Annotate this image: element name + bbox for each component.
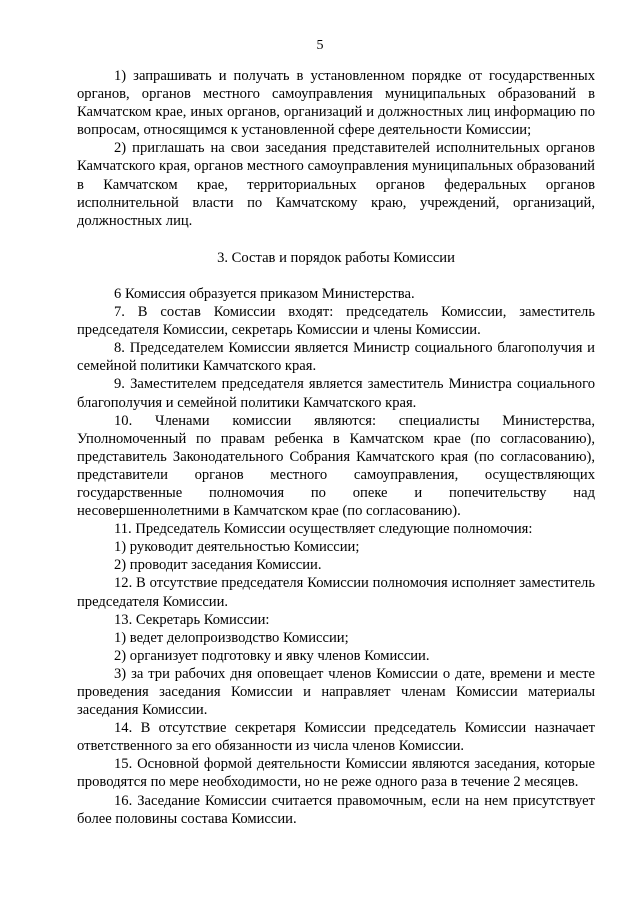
section-title: 3. Состав и порядок работы Комиссии xyxy=(217,249,455,266)
paragraph: 11. Председатель Комиссии осуществляет следующие полномочия: xyxy=(114,521,533,538)
paragraph: 1) запрашивать и получать в установленном порядке от государственных органов, органов местного самоуправления муниципальных образований в Камчатском крае, иных органов, организаций и должностных лиц информацию по вопросам, относящимся к установленной сфере деятельности Комиссии; xyxy=(77,68,595,139)
paragraph: 8. Председателем Комиссии является Министр социального благополучия и семейной политики Камчатского края. xyxy=(77,340,595,375)
paragraph: 12. В отсутствие председателя Комиссии полномочия исполняет заместитель председателя Комиссии. xyxy=(77,575,595,610)
paragraph: 1) руководит деятельностью Комиссии; xyxy=(114,539,360,556)
paragraph: 10. Членами комиссии являются: специалисты Министерства, Уполномоченный по правам ребенка в Камчатском крае (по согласованию), представитель Законодательного Собрания Камчатского края (по согласованию), представители органов местного самоуправления, осуществляющих государственные полномочия по опеке и попечительству над несовершеннолетними в Камчатском крае (по согласованию). xyxy=(77,412,595,520)
paragraph: 6 Комиссия образуется приказом Министерства. xyxy=(114,285,415,302)
paragraph: 2) организует подготовку и явку членов Комиссии. xyxy=(114,647,430,664)
paragraph: 3) за три рабочих дня оповещает членов Комиссии о дате, времени и месте проведения заседания Комиссии и направляет членам Комиссии материалы заседания Комиссии. xyxy=(77,665,595,719)
paragraph: 16. Заседание Комиссии считается правомочным, если на нем присутствует более половины состава Комиссии. xyxy=(77,792,595,827)
paragraph: 1) ведет делопроизводство Комиссии; xyxy=(114,629,349,646)
paragraph: 2) приглашать на свои заседания представителей исполнительных органов Камчатского края, органов местного самоуправления муниципальных образований в Камчатском крае, территориальных органов федеральных органов исполнительной власти по Камчатскому краю, учреждений, организаций, должностных лиц. xyxy=(77,140,595,229)
paragraph: 7. В состав Комиссии входят: председатель Комиссии, заместитель председателя Комиссии, секретарь Комиссии и члены Комиссии. xyxy=(77,304,595,339)
paragraph: 15. Основной формой деятельности Комиссии являются заседания, которые проводятся по мере необходимости, но не реже одного раза в течение 2 месяцев. xyxy=(77,756,595,791)
page-number: 5 xyxy=(316,38,324,53)
paragraph: 13. Секретарь Комиссии: xyxy=(114,611,270,628)
paragraph: 2) проводит заседания Комиссии. xyxy=(114,557,322,574)
document-body xyxy=(77,67,595,828)
paragraph: 9. Заместителем председателя является заместитель Министра социального благополучия и семейной политики Камчатского края. xyxy=(77,376,595,411)
paragraph: 14. В отсутствие секретаря Комиссии председатель Комиссии назначает ответственного за его обязанности из числа членов Комиссии. xyxy=(77,720,595,755)
